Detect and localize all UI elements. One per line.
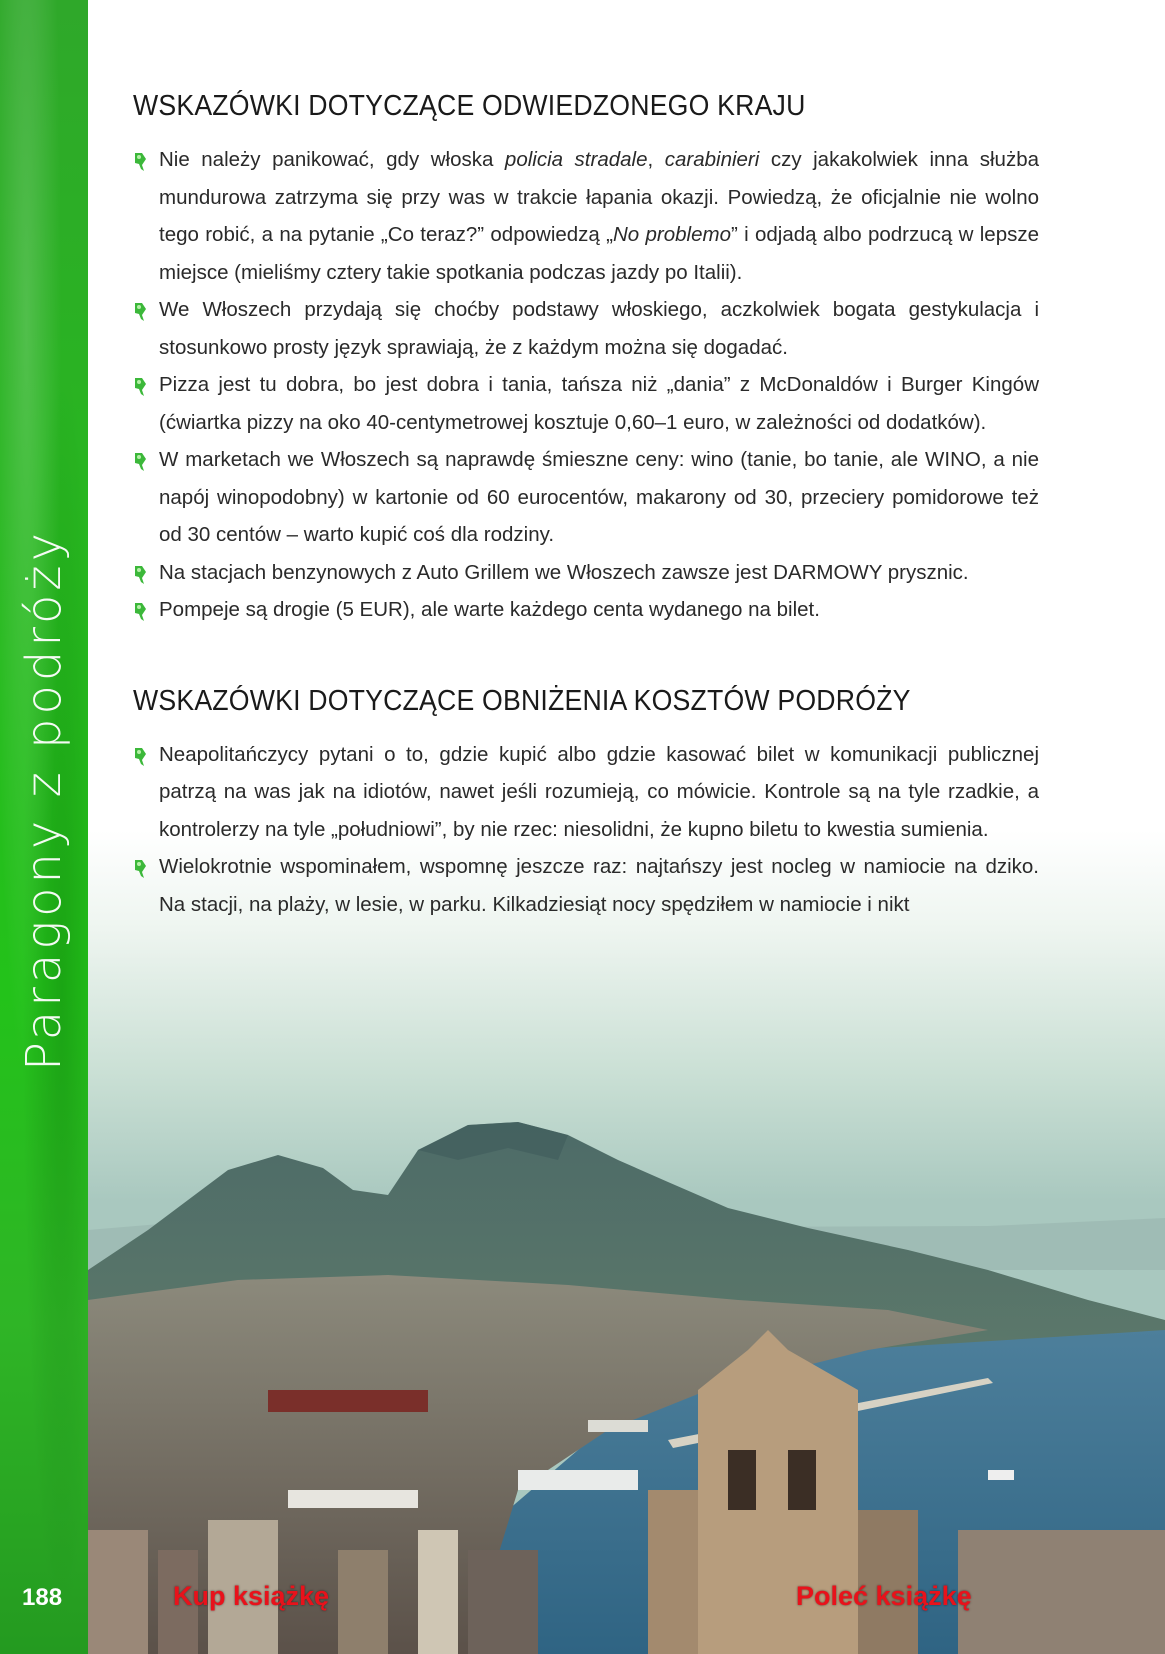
recommend-book-link[interactable]: Poleć książkę — [796, 1581, 972, 1611]
list-item: Pompeje są drogie (5 EUR), ale warte każdego centa wydanego na bilet. — [133, 591, 1039, 629]
pin-bullet-icon — [132, 564, 148, 586]
naples-vesuvius-photo — [88, 830, 1165, 1654]
book-title-vertical: Paragony z podróży — [16, 528, 72, 1072]
section-heading-cost-tips: WSKAZÓWKI DOTYCZĄCE OBNIŻENIA KOSZTÓW PODRÓŻY — [133, 684, 911, 717]
pin-bullet-icon — [132, 746, 148, 768]
section-heading-country-tips: WSKAZÓWKI DOTYCZĄCE ODWIEDZONEGO KRAJU — [133, 90, 806, 122]
sidebar-band — [0, 0, 88, 1654]
list-item: Neapolitańczycy pytani o to, gdzie kupić albo gdzie kasować bilet w komunikacji publicznej patrzą na was jak na idiotów, nawet jeśli rozumieją, co mówicie. Kontrole są na tyle rzadkie, a kontrolerzy na tyle „południowi”, by nie rzec: niesolidni, że kupno biletu to kwestia sumienia. — [133, 736, 1039, 849]
main-content — [133, 90, 1039, 923]
pin-bullet-icon — [132, 376, 148, 398]
pin-bullet-icon — [132, 451, 148, 473]
pin-bullet-icon — [132, 858, 148, 880]
pin-bullet-icon — [132, 301, 148, 323]
list-item: We Włoszech przydają się choćby podstawy włoskiego, aczkolwiek bogata gestykulacja i stosunkowo prosty język sprawiają, że z każdym można się dogadać. — [133, 291, 1039, 366]
pin-bullet-icon — [132, 151, 148, 173]
cost-tips-list — [133, 736, 1039, 924]
list-item: Wielokrotnie wspominałem, wspomnę jeszcze raz: najtańszy jest nocleg w namiocie na dziko. Na stacji, na plaży, w lesie, w parku. Kilkadziesiąt nocy spędziłem w namiocie i nikt — [133, 848, 1039, 923]
list-item: W marketach we Włoszech są naprawdę śmieszne ceny: wino (tanie, bo tanie, ale WINO, a nie napój winopodobny) w kartonie od 60 eurocentów, makarony od 30, przeciery pomidorowe też od 30 centów – warto kupić coś dla rodziny. — [133, 441, 1039, 554]
page-number: 188 — [22, 1584, 63, 1611]
list-item: Pizza jest tu dobra, bo jest dobra i tania, tańsza niż „dania” z McDonaldów i Burger Kingów (ćwiartka pizzy na oko 40-centymetrowej kosztuje 0,60–1 euro, w zależności od dodatków). — [133, 366, 1039, 441]
list-item: Nie należy panikować, gdy włoska policia stradale, carabinieri czy jakakolwiek inna służba mundurowa zatrzyma się przy was w trakcie łapania okazji. Powiedzą, że oficjalnie nie wolno tego robić, a na pytanie „Co teraz?” odpowiedzą „No problemo” i odjadą albo podrzucą w lepsze miejsce (mieliśmy cztery takie spotkania podczas jazdy po Italii). — [133, 141, 1039, 291]
buy-book-link[interactable]: Kup książkę — [173, 1581, 330, 1611]
section-cost-tips — [133, 685, 1039, 924]
pin-bullet-icon — [132, 601, 148, 623]
list-item: Na stacjach benzynowych z Auto Grillem we Włoszech zawsze jest DARMOWY prysznic. — [133, 554, 1039, 592]
country-tips-list — [133, 141, 1039, 629]
